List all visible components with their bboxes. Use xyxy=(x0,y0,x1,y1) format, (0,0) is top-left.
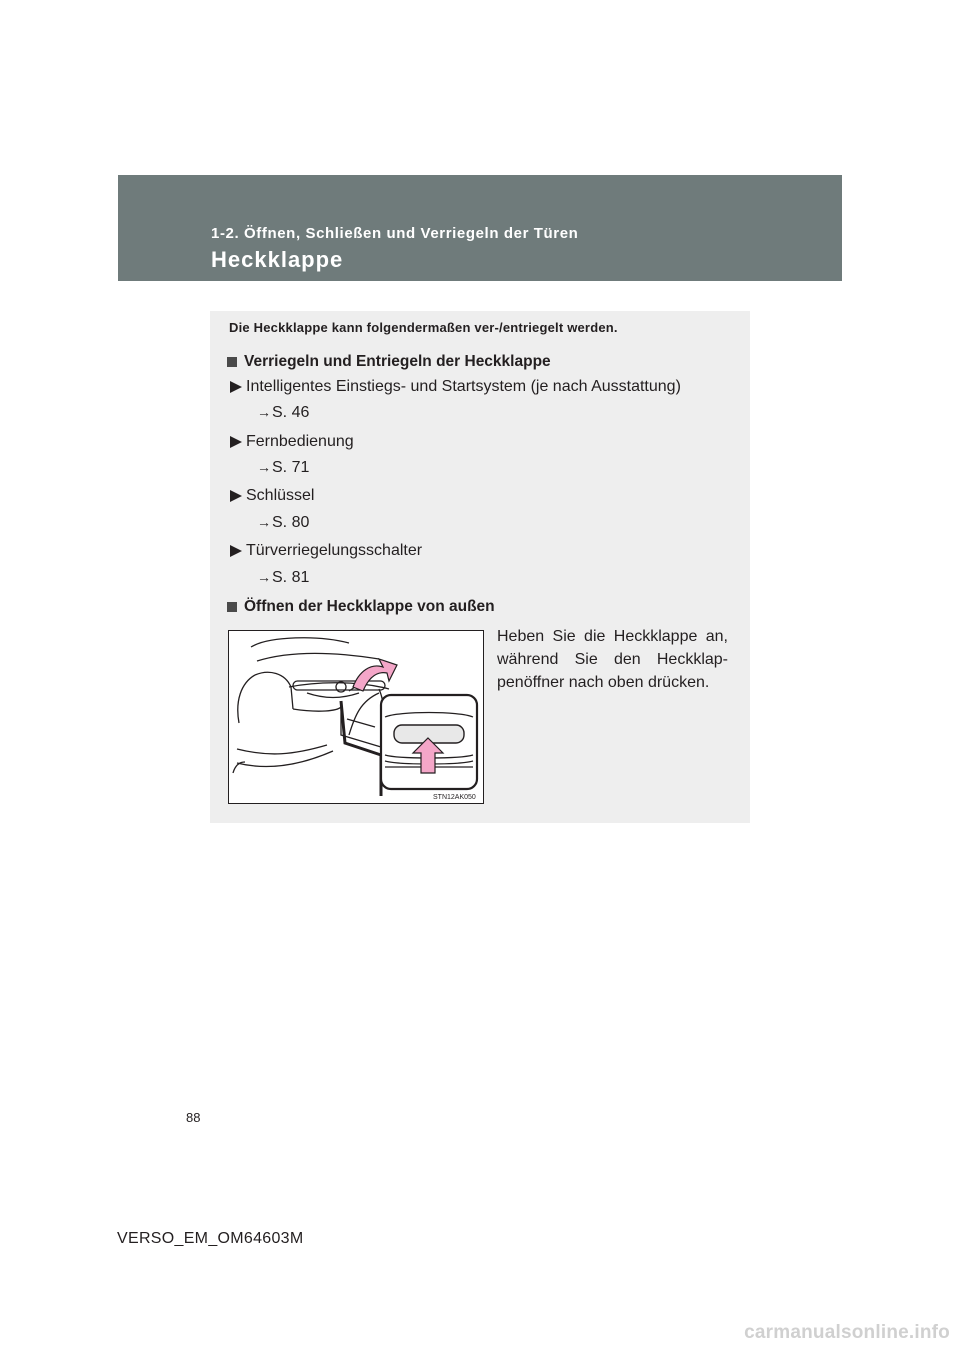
section-title: 1-2. Öffnen, Schließen und Verriegeln der Türen xyxy=(211,225,579,242)
page-number: 88 xyxy=(186,1110,201,1125)
list-item xyxy=(230,542,422,560)
item-label: Fernbedienung xyxy=(246,433,354,450)
document-id: VERSO_EM_OM64603M xyxy=(117,1230,304,1247)
intro-text: Die Heckklappe kann folgendermaßen ver-/entriegelt werden. xyxy=(229,320,618,335)
subheading-lock-unlock xyxy=(227,353,551,371)
list-item xyxy=(230,433,354,451)
page-reference-text: S. 81 xyxy=(272,569,310,586)
triangle-bullet-icon xyxy=(230,545,242,557)
instruction-text: Heben Sie die Heckklappe an, während Sie den Heckklappenöffner nach oben drücken. xyxy=(497,628,728,691)
illustration-code: STN12AK050 xyxy=(433,794,476,801)
page-reference-text: S. 80 xyxy=(272,514,310,531)
arrow-right-icon: → xyxy=(257,569,271,585)
square-bullet-icon xyxy=(227,602,237,612)
triangle-bullet-icon xyxy=(230,436,242,448)
item-label: Intelligentes Einstiegs- und Startsystem (je nach Ausstattung) xyxy=(246,378,681,395)
triangle-bullet-icon xyxy=(230,490,242,502)
subheading-text: Öffnen der Heckklappe von außen xyxy=(244,598,495,615)
content-box xyxy=(210,311,750,823)
page-reference-link[interactable] xyxy=(257,459,309,477)
arrow-right-icon: → xyxy=(257,514,271,530)
item-label: Türverriegelungsschalter xyxy=(246,542,423,559)
tailgate-illustration xyxy=(228,630,484,804)
subheading-text: Verriegeln und Entriegeln der Heckklappe xyxy=(244,353,551,370)
page-title: Heckklappe xyxy=(211,247,344,272)
page-reference-link[interactable] xyxy=(257,569,309,587)
page-reference-link[interactable] xyxy=(257,404,309,422)
header-band xyxy=(118,175,842,281)
watermark: carmanualsonline.info xyxy=(744,1322,950,1343)
triangle-bullet-icon xyxy=(230,381,242,393)
arrow-right-icon: → xyxy=(257,404,271,420)
page-reference-link[interactable] xyxy=(257,514,309,532)
list-item xyxy=(230,487,314,505)
item-label: Schlüssel xyxy=(246,487,315,504)
list-item xyxy=(230,378,681,396)
square-bullet-icon xyxy=(227,357,237,367)
page-reference-text: S. 71 xyxy=(272,459,310,476)
page-reference-text: S. 46 xyxy=(272,404,310,421)
arrow-right-icon: → xyxy=(257,459,271,475)
subheading-open-outside xyxy=(227,598,495,616)
